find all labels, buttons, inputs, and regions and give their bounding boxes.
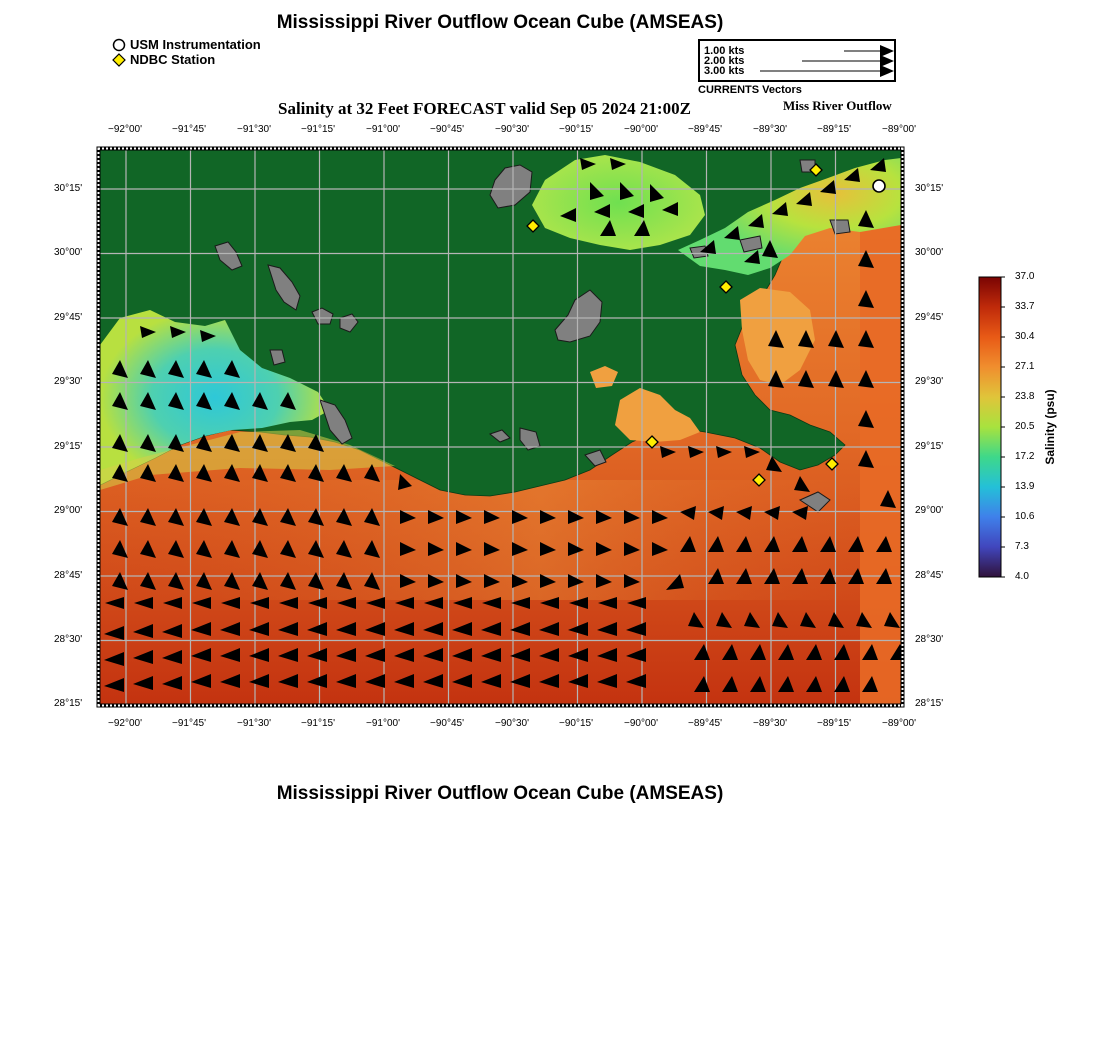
lat-label: 28°45' — [915, 570, 944, 581]
lat-label: 29°15' — [915, 441, 944, 452]
lat-label: 29°30' — [915, 376, 944, 387]
lon-label: −91°15' — [301, 124, 335, 135]
colorbar-tick: 20.5 — [1015, 421, 1035, 432]
map-subtitle: Salinity at 32 Feet FORECAST valid Sep 05 2024 21:00Z — [278, 99, 691, 118]
vector-row-1: 1.00 kts — [704, 45, 745, 57]
lat-label: 30°00' — [915, 247, 944, 258]
lon-label: −90°45' — [430, 124, 464, 135]
lon-label: −89°30' — [753, 124, 787, 135]
lon-label: −92°00' — [108, 124, 142, 135]
lon-label: −89°30' — [753, 718, 787, 729]
vector-row-3: 3.00 kts — [704, 65, 745, 77]
lat-label: 28°45' — [54, 570, 83, 581]
ocean-highlight — [100, 480, 901, 600]
lat-label: 30°15' — [54, 183, 83, 194]
page-title: Mississippi River Outflow Ocean Cube (AMSEAS) — [276, 12, 724, 33]
lon-label: −90°30' — [495, 718, 529, 729]
usm-instrument-marker — [873, 180, 885, 192]
lat-label: 28°30' — [915, 634, 944, 645]
legend-ndbc-label: NDBC Station — [130, 52, 216, 67]
lat-label: 29°30' — [54, 376, 83, 387]
lon-label: −89°00' — [882, 124, 916, 135]
lat-label: 28°15' — [915, 698, 944, 709]
lon-label: −90°00' — [624, 124, 658, 135]
lat-label: 30°00' — [54, 247, 83, 258]
colorbar-tick: 37.0 — [1015, 271, 1035, 282]
lon-label: −90°30' — [495, 124, 529, 135]
colorbar-label: Salinity (psu) — [1043, 389, 1057, 465]
colorbar-tick: 7.3 — [1015, 541, 1029, 552]
salinity-colorbar — [975, 272, 1009, 582]
lon-label: −90°45' — [430, 718, 464, 729]
lon-label: −91°15' — [301, 718, 335, 729]
vector-row-2: 2.00 kts — [704, 55, 745, 67]
footer-title: Mississippi River Outflow Ocean Cube (AMSEAS) — [276, 783, 724, 804]
lon-label: −92°00' — [108, 718, 142, 729]
lat-label: 29°45' — [915, 312, 944, 323]
lat-label: 30°15' — [915, 183, 944, 194]
lon-label: −91°45' — [172, 124, 206, 135]
lat-label: 29°15' — [54, 441, 83, 452]
lon-label: −89°15' — [817, 124, 851, 135]
lon-label: −91°30' — [237, 124, 271, 135]
lon-label: −90°00' — [624, 718, 658, 729]
colorbar-tick: 33.7 — [1015, 301, 1035, 312]
colorbar-tick: 10.6 — [1015, 511, 1035, 522]
colorbar-tick: 30.4 — [1015, 331, 1035, 342]
map-corner-label: Miss River Outflow — [783, 98, 892, 113]
lat-label: 28°15' — [54, 698, 83, 709]
lon-label: −91°00' — [366, 124, 400, 135]
colorbar-tick: 13.9 — [1015, 481, 1035, 492]
map-area — [100, 150, 906, 704]
lon-label: −91°45' — [172, 718, 206, 729]
colorbar-tick: 4.0 — [1015, 571, 1029, 582]
lon-label: −89°45' — [688, 124, 722, 135]
lon-label: −91°00' — [366, 718, 400, 729]
lon-label: −91°30' — [237, 718, 271, 729]
colorbar-tick: 23.8 — [1015, 391, 1035, 402]
lat-label: 28°30' — [54, 634, 83, 645]
colorbar-tick: 17.2 — [1015, 451, 1035, 462]
lat-label: 29°00' — [915, 505, 944, 516]
lon-label: −90°15' — [559, 124, 593, 135]
vector-legend-caption: CURRENTS Vectors — [698, 84, 802, 96]
lat-label: 29°45' — [54, 312, 83, 323]
lon-label: −89°45' — [688, 718, 722, 729]
lon-label: −90°15' — [559, 718, 593, 729]
colorbar-tick: 27.1 — [1015, 361, 1035, 372]
lon-label: −89°15' — [817, 718, 851, 729]
lat-label: 29°00' — [54, 505, 83, 516]
lon-label: −89°00' — [882, 718, 916, 729]
legend-usm-label: USM Instrumentation — [130, 37, 261, 52]
